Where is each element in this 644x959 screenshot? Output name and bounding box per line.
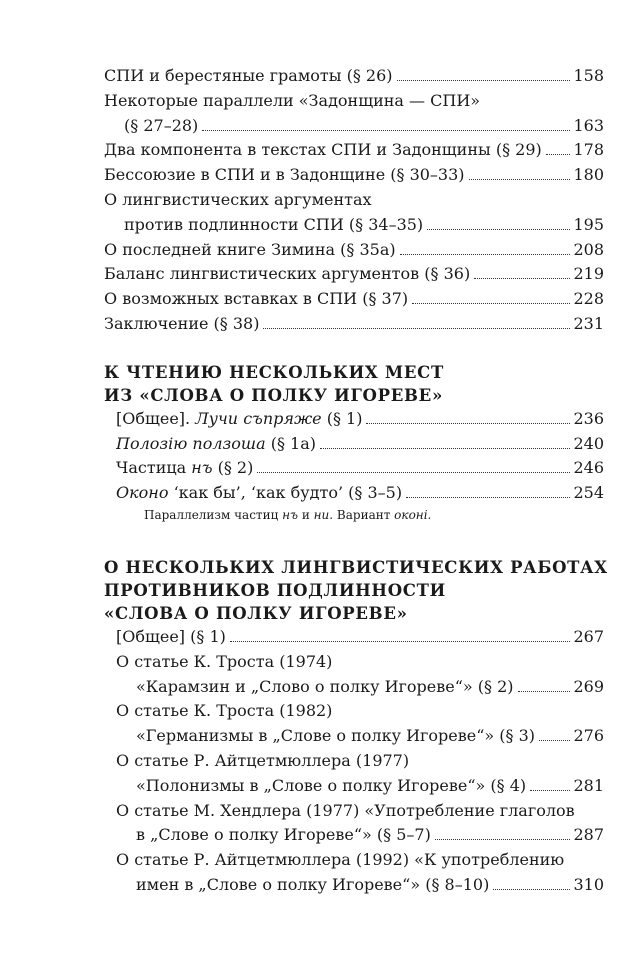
toc-leader: [320, 448, 570, 449]
toc-entry[interactable]: [116, 724, 604, 749]
toc-entry[interactable]: [116, 823, 604, 848]
toc-entry[interactable]: [104, 312, 604, 337]
toc-entry[interactable]: [104, 163, 604, 188]
toc-entry[interactable]: [104, 64, 604, 89]
toc-entry[interactable]: [116, 407, 604, 432]
toc-page-number: 246: [573, 458, 604, 478]
toc-leader: [397, 80, 571, 81]
toc-leader: [366, 423, 570, 424]
toc-leader: [546, 154, 571, 155]
section-title: ПРОТИВНИКОВ ПОДЛИННОСТИ: [104, 580, 446, 600]
toc-note: Параллелизм частиц нъ и ни. Вариант оконі.: [144, 507, 432, 522]
toc-entry[interactable]: [116, 456, 604, 481]
toc-entry[interactable]: [116, 873, 604, 898]
section-title: К ЧТЕНИЮ НЕСКОЛЬКИХ МЕСТ: [104, 362, 444, 382]
toc-entry-line1: О статье К. Троста (1982): [116, 701, 333, 721]
toc-leader: [257, 472, 570, 473]
toc-entry[interactable]: [104, 138, 604, 163]
toc-page-number: 180: [573, 165, 604, 185]
toc-entry-line1: О лингвистических аргументах: [104, 189, 372, 209]
toc-leader: [469, 179, 571, 180]
toc-leader: [435, 839, 571, 840]
toc-page-number: 267: [573, 626, 604, 646]
toc-entry-label: «Полонизмы в „Слове о полку Игореве“» (§ 4): [136, 775, 527, 795]
toc-page-number: 240: [573, 433, 604, 453]
section-title: ИЗ «СЛОВА О ПОЛКУ ИГОРЕВЕ»: [104, 385, 443, 405]
toc-page-number: 228: [573, 289, 604, 309]
toc-leader: [412, 303, 570, 304]
toc-entry-label: в „Слове о полку Игореве“» (§ 5–7): [136, 825, 431, 845]
toc-entry-label: Бессоюзие в СПИ и в Задонщине (§ 30–33): [104, 165, 465, 185]
toc-entry-label: [Общее] (§ 1): [116, 626, 226, 646]
toc-entry-label: Полозію ползоша (§ 1а): [116, 433, 316, 453]
toc-entry-label: «Карамзин и „Слово о полку Игореве“» (§ 2): [136, 676, 514, 696]
section-title: О НЕСКОЛЬКИХ ЛИНГВИСТИЧЕСКИХ РАБОТАХ: [104, 557, 608, 577]
toc-entry-label: Заключение (§ 38): [104, 313, 260, 333]
toc-page-number: 178: [573, 140, 604, 160]
toc-entry-label: (§ 27–28): [124, 115, 199, 135]
toc-entry-line1: О статье К. Троста (1974): [116, 651, 333, 671]
toc-page-number: 276: [573, 726, 604, 746]
toc-entry-line1: Некоторые параллели «Задонщина — СПИ»: [104, 90, 481, 110]
toc-entry[interactable]: [116, 625, 604, 650]
toc-entry[interactable]: [104, 238, 604, 263]
toc-entry-label: Два компонента в текстах СПИ и Задонщины (§ 29): [104, 140, 542, 160]
toc-entry-label: имен в „Слове о полку Игореве“» (§ 8–10): [136, 874, 490, 894]
toc-entry[interactable]: [116, 774, 604, 799]
toc-entry-label: Частица нъ (§ 2): [116, 458, 254, 478]
section-title: «СЛОВА О ПОЛКУ ИГОРЕВЕ»: [104, 603, 408, 623]
toc-entry[interactable]: [104, 262, 604, 287]
toc-entry[interactable]: [104, 287, 604, 312]
toc-entry-label: СПИ и берестяные грамоты (§ 26): [104, 66, 393, 85]
toc-entry-label: Оконо ‘как бы’, ‘как будто’ (§ 3–5): [116, 483, 403, 503]
toc-entry-label: против подлинности СПИ (§ 34–35): [124, 214, 424, 234]
toc-entry[interactable]: [116, 432, 604, 457]
toc-leader: [493, 889, 570, 890]
toc-leader: [230, 641, 571, 642]
toc-page-number: 208: [573, 239, 604, 259]
toc-page-number: 231: [573, 313, 604, 333]
toc-leader: [518, 691, 571, 692]
toc-leader: [474, 278, 570, 279]
toc-entry-label: «Германизмы в „Слове о полку Игореве“» (§ 3): [136, 726, 536, 746]
toc-entry[interactable]: [104, 213, 604, 238]
toc-entry[interactable]: [116, 481, 604, 506]
toc-entry-label: Баланс лингвистических аргументов (§ 36): [104, 264, 471, 284]
toc-leader: [400, 254, 571, 255]
toc-page-number: 236: [573, 408, 604, 428]
toc-leader: [202, 130, 570, 131]
toc-entry-label: О возможных вставках в СПИ (§ 37): [104, 289, 409, 309]
toc-group-1: [104, 64, 608, 898]
toc-leader: [427, 229, 570, 230]
toc-leader: [530, 790, 570, 791]
toc-leader: [263, 328, 570, 329]
toc-page-number: 219: [573, 264, 604, 284]
toc-entry-label: [Общее]. Лучи съпряже (§ 1): [116, 408, 363, 428]
toc-page-number: 269: [573, 676, 604, 696]
toc-page-number: 195: [573, 214, 604, 234]
toc-page-number: 163: [573, 115, 604, 135]
toc-leader: [406, 497, 570, 498]
toc-entry[interactable]: [104, 114, 604, 139]
toc-page-number: 281: [573, 775, 604, 795]
toc-entry-label: О последней книге Зимина (§ 35а): [104, 239, 396, 259]
toc-entry-line1: О статье Р. Айтцетмюллера (1977): [116, 750, 410, 770]
toc-entry-line1: О статье М. Хендлера (1977) «Употребление глаголов: [116, 800, 575, 820]
toc-leader: [539, 740, 570, 741]
toc-page-number: 158: [573, 66, 604, 85]
toc-page-number: 287: [573, 825, 604, 845]
toc-entry[interactable]: [116, 675, 604, 700]
toc-entry-line1: О статье Р. Айтцетмюллера (1992) «К употреблению: [116, 850, 565, 870]
toc-page-number: 310: [573, 874, 604, 894]
toc-page-number: 254: [573, 483, 604, 503]
